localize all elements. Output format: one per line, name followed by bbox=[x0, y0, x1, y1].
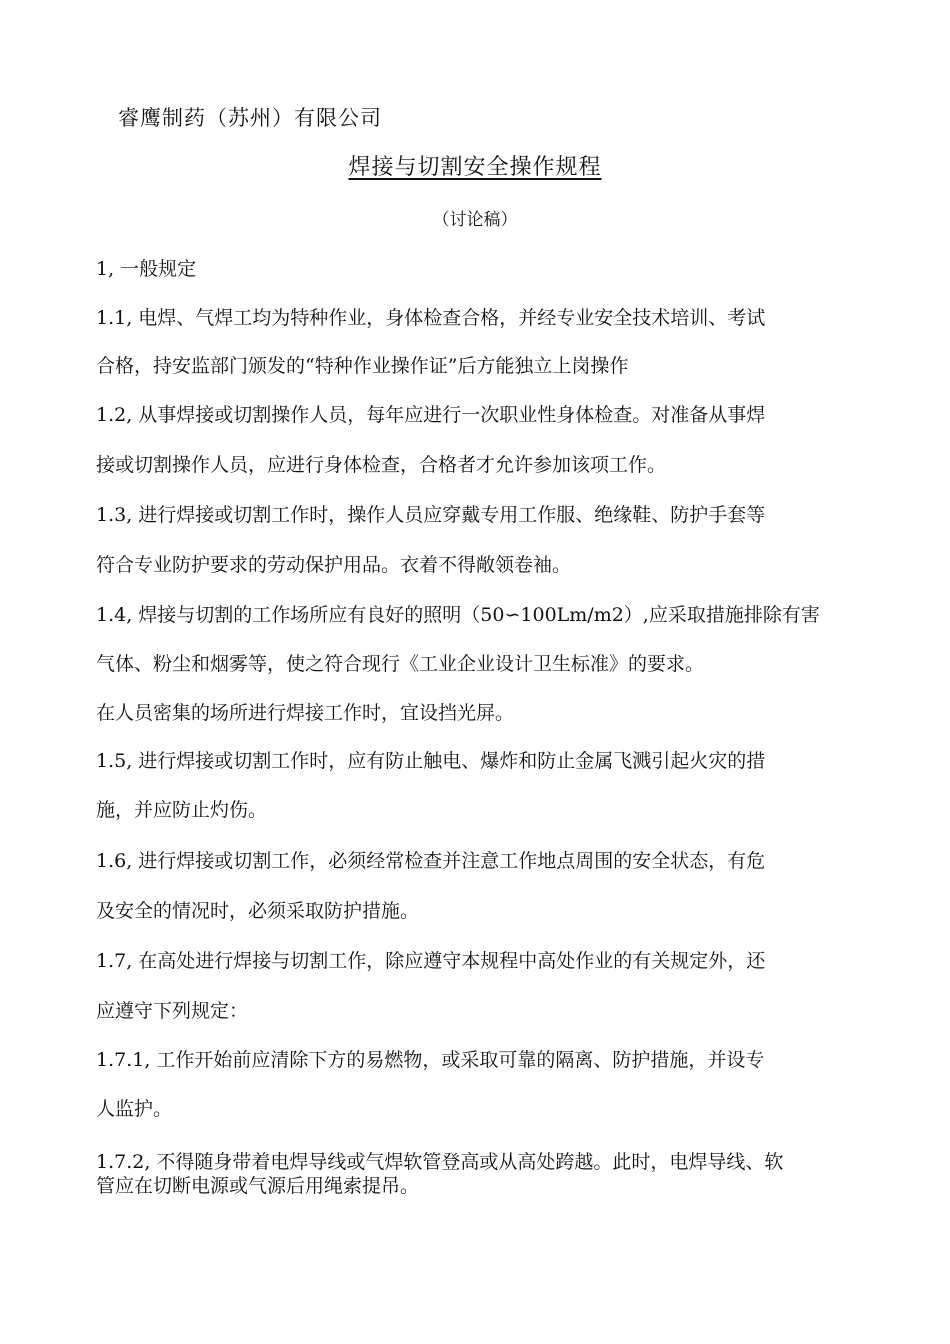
paragraph-line: 1.4, 焊接与切割的工作场所应有良好的照明（50∽100Lm/m2）,应采取措施排除有害 bbox=[96, 604, 820, 626]
paragraph-line: 1.5, 进行焊接或切割工作时，应有防止触电、爆炸和防止金属飞溅引起火灾的措 bbox=[96, 750, 766, 772]
document-title bbox=[0, 156, 950, 180]
paragraph-line: 管应在切断电源或气源后用绳索提吊。 bbox=[96, 1175, 420, 1197]
document-title-text: 焊接与切割安全操作规程 bbox=[348, 155, 602, 180]
paragraph-line: 1.3, 进行焊接或切割工作时，操作人员应穿戴专用工作服、绝缘鞋、防护手套等 bbox=[96, 504, 766, 526]
company-name: 睿鹰制药（苏州）有限公司 bbox=[118, 106, 382, 130]
paragraph-line: 合格，持安监部门颁发的“特种作业操作证”后方能独立上岗操作 bbox=[96, 355, 629, 377]
paragraph-line: 1.7, 在高处进行焊接与切割工作，除应遵守本规程中高处作业的有关规定外，还 bbox=[96, 950, 766, 972]
document-subtitle: （讨论稿） bbox=[432, 210, 518, 230]
section-heading: 1, 一般规定 bbox=[96, 258, 197, 280]
paragraph-line: 1.2, 从事焊接或切割操作人员，每年应进行一次职业性身体检查。对准备从事焊 bbox=[96, 404, 766, 426]
paragraph-line: 应遵守下列规定： bbox=[96, 1000, 249, 1022]
paragraph-line: 在人员密集的场所进行焊接工作时，宜设挡光屏。 bbox=[96, 702, 515, 724]
paragraph-line: 及安全的情况时，必须采取防护措施。 bbox=[96, 900, 420, 922]
paragraph-line: 人监护。 bbox=[96, 1098, 173, 1120]
paragraph-line: 施，并应防止灼伤。 bbox=[96, 799, 268, 821]
paragraph-line: 1.7.1, 工作开始前应清除下方的易燃物，或采取可靠的隔离、防护措施，并设专 bbox=[96, 1049, 765, 1071]
paragraph-line: 1.1, 电焊、气焊工均为特种作业，身体检查合格，并经专业安全技术培训、考试 bbox=[96, 307, 766, 329]
paragraph-line: 气体、粉尘和烟雾等，使之符合现行《工业企业设计卫生标准》的要求。 bbox=[96, 653, 705, 675]
paragraph-line: 1.6, 进行焊接或切割工作，必须经常检查并注意工作地点周围的安全状态，有危 bbox=[96, 850, 766, 872]
paragraph-line: 接或切割操作人员，应进行身体检查，合格者才允许参加该项工作。 bbox=[96, 454, 667, 476]
paragraph-line: 符合专业防护要求的劳动保护用品。衣着不得敞领卷袖。 bbox=[96, 554, 572, 576]
paragraph-line: 1.7.2, 不得随身带着电焊导线或气焊软管登高或从高处跨越。此时，电焊导线、软 bbox=[96, 1151, 784, 1173]
